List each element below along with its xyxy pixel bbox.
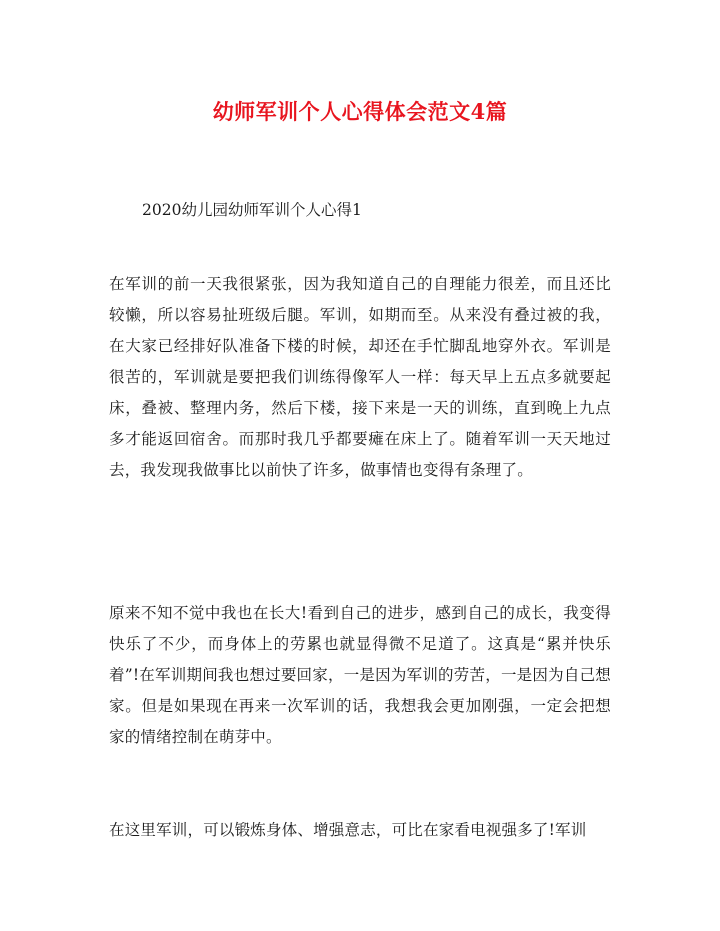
section-heading: 2020幼儿园幼师军训个人心得1 [142,201,362,219]
paragraph-3: 在这里军训，可以锻炼身体、增强意志，可比在家看电视强多了!军训 [109,821,587,839]
document-title: 幼师军训个人心得体会范文4篇 [212,99,508,124]
paragraph-1: 在军训的前一天我很紧张，因为我知道自己的自理能力很差，而且还比较懒，所以容易扯班级后腿。军训，如期而至。从来没有叠过被的我，在大家已经排好队准备下楼的时候，却还在手忙脚乱地穿外衣。军训是很苦的，军训就是要把我们训练得像军人一样：每天早上五点多就要起床，叠被、整理内务，然后下楼，接下来是一天的训练，直到晚上九点多才能返回宿舍。而那时我几乎都要瘫在床上了。随着军训一天天地过去，我发现我做事比以前快了许多，做事情也变得有条理了。 [109,275,611,479]
paragraph-2: 原来不知不觉中我也在长大!看到自己的进步，感到自己的成长，我变得快乐了不少，而身体上的劳累也就显得微不足道了。这真是“累并快乐着”!在军训期间我也想过要回家，一是因为军训的劳苦，一是因为自己想家。但是如果现在再来一次军训的话，我想我会更加刚强，一定会把想家的情绪控制在萌芽中。 [109,604,611,746]
